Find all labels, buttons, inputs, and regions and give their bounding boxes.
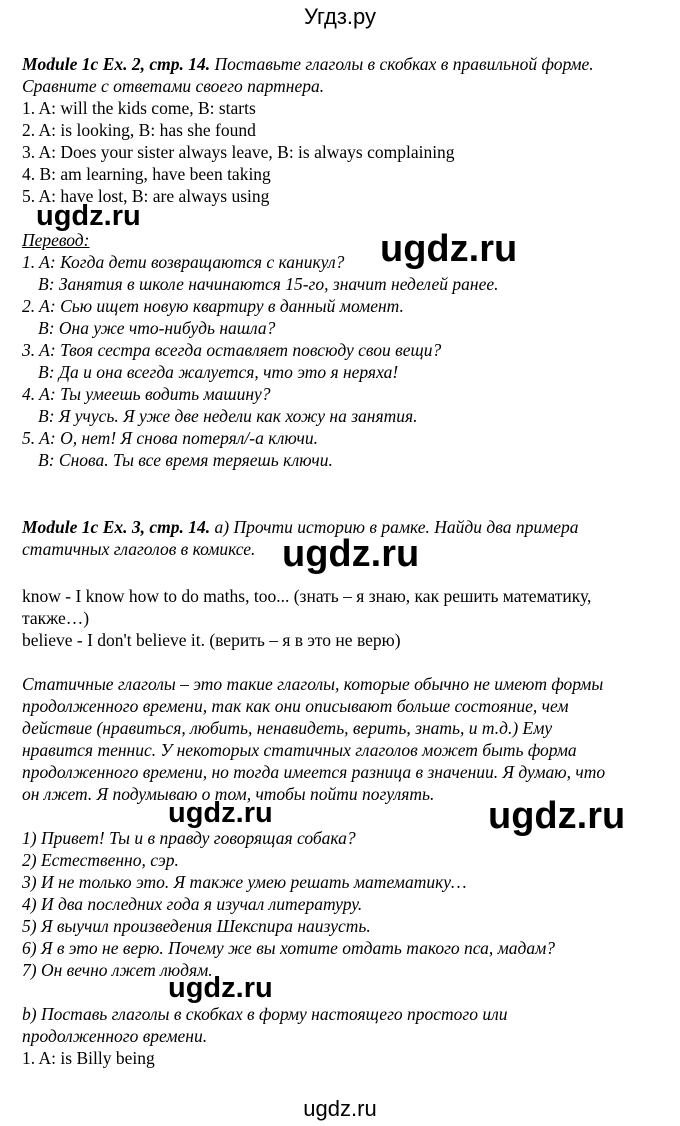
ex2-answer-2: 2. A: is looking, B: has she found bbox=[22, 120, 256, 140]
watermark: ugdz.ru bbox=[168, 797, 273, 829]
ex3b-instruction-line2: продолженного времени. bbox=[22, 1026, 208, 1046]
ex3b-instruction-line1: b) Поставь глаголы в скобках в форму настоящего простого или bbox=[22, 1004, 508, 1024]
translation-line: B: Я учусь. Я уже две недели как хожу на занятия. bbox=[38, 406, 418, 426]
comic-line: 7) Он вечно лжет людям. bbox=[22, 960, 213, 980]
comic-line: 2) Естественно, сэр. bbox=[22, 850, 179, 870]
ex2-answer-1: 1. A: will the kids come, B: starts bbox=[22, 98, 256, 118]
comic-line: 1) Привет! Ты и в правду говорящая собака? bbox=[22, 828, 356, 848]
paragraph-line: Статичные глаголы – это такие глаголы, которые обычно не имеют формы bbox=[22, 674, 604, 694]
ex2-heading-line2: Сравните с ответами своего партнера. bbox=[22, 76, 325, 96]
translation-line: 1. A: Когда дети возвращаются с каникул? bbox=[22, 252, 345, 272]
ex2-heading-task: Поставьте глаголы в скобках в правильной форме. bbox=[210, 54, 594, 74]
ex3b-answer: 1. A: is Billy being bbox=[22, 1048, 155, 1068]
comic-line: 6) Я в это не верю. Почему же вы хотите отдать такого пса, мадам? bbox=[22, 938, 556, 958]
ex3-heading-task: a) Прочти историю в рамке. Найди два примера bbox=[210, 517, 579, 537]
ex2-answer-5: 5. A: have lost, B: are always using bbox=[22, 186, 270, 206]
translation-line: 5. A: О, нет! Я снова потерял/-а ключи. bbox=[22, 428, 318, 448]
watermark: ugdz.ru bbox=[168, 972, 273, 1004]
comic-line: 5) Я выучил произведения Шекспира наизусть. bbox=[22, 916, 371, 936]
translation-line: B: Да и она всегда жалуется, что это я неряха! bbox=[38, 362, 399, 382]
translation-line: 3. A: Твоя сестра всегда оставляет повсюду свои вещи? bbox=[22, 340, 442, 360]
ex2-heading bbox=[22, 53, 594, 75]
believe-example: believe - I don't believe it. (верить – я в это не верю) bbox=[22, 630, 401, 650]
comic-line: 4) И два последних года я изучал литературу. bbox=[22, 894, 363, 914]
comic-line: 3) И не только это. Я также умею решать математику… bbox=[22, 872, 467, 892]
translation-line: 2. A: Сью ищет новую квартиру в данный момент. bbox=[22, 296, 404, 316]
ex3-heading-line2: статичных глаголов в комиксе. bbox=[22, 539, 256, 559]
paragraph-line: он лжет. Я подумываю о том, чтобы пойти погулять. bbox=[22, 784, 435, 804]
footer-watermark: ugdz.ru bbox=[303, 1096, 377, 1121]
translation-line: B: Снова. Ты все время теряешь ключи. bbox=[38, 450, 333, 470]
translation-label: Перевод: bbox=[22, 230, 90, 250]
translation-line: 4. A: Ты умеешь водить машину? bbox=[22, 384, 271, 404]
paragraph-line: действие (нравиться, любить, ненавидеть, верить, знать, и т.д.) Ему bbox=[22, 718, 553, 738]
translation-line: B: Занятия в школе начинаются 15-го, значит неделей ранее. bbox=[38, 274, 499, 294]
know-example-line1: know - I know how to do maths, too... (знать – я знаю, как решить математику, bbox=[22, 586, 592, 606]
paragraph-line: нравится теннис. У некоторых статичных глаголов может быть форма bbox=[22, 740, 577, 760]
watermark: ugdz.ru bbox=[282, 533, 420, 575]
watermark: ugdz.ru bbox=[488, 795, 626, 837]
ex2-answer-4: 4. B: am learning, have been taking bbox=[22, 164, 271, 184]
ex3-heading-module: Module 1c Ex. 3, стр. 14. bbox=[22, 517, 211, 537]
paragraph-line: продолженного времени, так как они описывают больше состояние, чем bbox=[22, 696, 569, 716]
know-example-line2: также…) bbox=[22, 608, 90, 628]
ex2-answer-3: 3. A: Does your sister always leave, B: is always complaining bbox=[22, 142, 455, 162]
watermark: ugdz.ru bbox=[380, 228, 518, 270]
paragraph-line: продолженного времени, но тогда имеется разница в значении. Я думаю, что bbox=[22, 762, 606, 782]
ex2-heading-module: Module 1c Ex. 2, стр. 14. bbox=[22, 54, 211, 74]
watermark: ugdz.ru bbox=[36, 200, 141, 232]
translation-line: B: Она уже что-нибудь нашла? bbox=[38, 318, 276, 338]
site-title: Угдз.ру bbox=[303, 4, 377, 29]
